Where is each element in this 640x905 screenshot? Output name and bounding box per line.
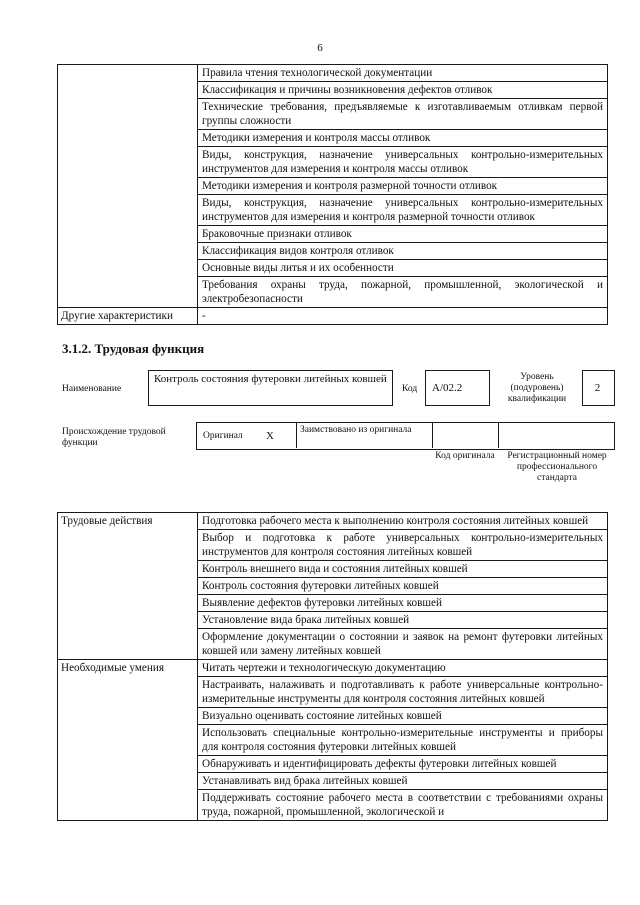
- actions-label: Трудовые действия: [58, 513, 198, 660]
- original-mark: X: [266, 430, 274, 442]
- table-cell: Основные виды литья и их особенности: [198, 260, 608, 277]
- borrowed-label: Заимствовано из оригинала: [300, 425, 412, 435]
- table-cell: Методики измерения и контроля массы отливок: [198, 130, 608, 147]
- empty-label-cell: [58, 65, 198, 308]
- name-value: Контроль состояния футеровки литейных ковшей: [154, 373, 387, 385]
- other-characteristics-label: Другие характеристики: [58, 308, 198, 325]
- table-cell: Выбор и подготовка к работе универсальных контрольно-измерительных инструментов для контроля состояния литейных ковшей: [198, 530, 608, 561]
- table-row: [58, 308, 608, 325]
- table-cell: Поддерживать состояние рабочего места в соответствии с требованиями охраны труда, пожарной, промышленной, экологической и: [198, 790, 608, 821]
- table-cell: Выявление дефектов футеровки литейных ковшей: [198, 595, 608, 612]
- knowledge-table: [57, 64, 608, 325]
- table-cell: Технические требования, предъявляемые к изготавливаемым отливкам первой группы сложности: [198, 99, 608, 130]
- table-cell: Методики измерения и контроля размерной точности отливок: [198, 178, 608, 195]
- table-cell: Читать чертежи и технологическую документацию: [198, 660, 608, 677]
- origin-divider: [498, 422, 499, 448]
- origin-divider: [296, 422, 297, 448]
- code-original-caption: Код оригинала: [435, 451, 495, 461]
- table-cell: Правила чтения технологической документации: [198, 65, 608, 82]
- table-cell: Классификация видов контроля отливок: [198, 243, 608, 260]
- skills-label: Необходимые умения: [58, 660, 198, 821]
- name-label: Наименование: [62, 384, 122, 394]
- table-cell: Установление вида брака литейных ковшей: [198, 612, 608, 629]
- table-cell: Виды, конструкция, назначение универсальных контрольно-измерительных инструментов для измерения и контроля размерной точности отливок: [198, 195, 608, 226]
- table-row: [58, 660, 608, 677]
- table-cell: Подготовка рабочего места к выполнению контроля состояния литейных ковшей: [198, 513, 608, 530]
- table-cell: Браковочные признаки отливок: [198, 226, 608, 243]
- table-cell: Контроль состояния футеровки литейных ковшей: [198, 578, 608, 595]
- table-cell: Требования охраны труда, пожарной, промышленной, экологической и электробезопасности: [198, 277, 608, 308]
- table-cell: Классификация и причины возникновения дефектов отливок: [198, 82, 608, 99]
- table-cell: Виды, конструкция, назначение универсальных контрольно-измерительных инструментов для измерения и контроля массы отливок: [198, 147, 608, 178]
- origin-label: Происхождение трудовой функции: [62, 427, 166, 448]
- level-label: Уровень (подуровень) квалификации: [507, 372, 567, 404]
- table-cell: Настраивать, налаживать и подготавливать к работе универсальные контрольно-измерительные инструменты для контроля состояния литейных ковшей: [198, 677, 608, 708]
- code-label: Код: [402, 384, 418, 394]
- table-cell: Визуально оценивать состояние литейных ковшей: [198, 708, 608, 725]
- table-cell: Устанавливать вид брака литейных ковшей: [198, 773, 608, 790]
- labor-function-table: [57, 512, 608, 821]
- section-title: 3.1.2. Трудовая функция: [62, 341, 205, 356]
- origin-divider: [432, 422, 433, 448]
- code-value: A/02.2: [432, 382, 463, 394]
- registration-caption: Регистрационный номер профессионального стандарта: [507, 451, 607, 483]
- original-label: Оригинал: [203, 431, 243, 441]
- other-characteristics-value: -: [198, 308, 608, 325]
- table-row: [58, 65, 608, 82]
- table-cell: Контроль внешнего вида и состояния литейных ковшей: [198, 561, 608, 578]
- table-cell: Оформление документации о состоянии и заявок на ремонт футеровки литейных ковшей или замену литейных ковшей: [198, 629, 608, 660]
- table-row: [58, 513, 608, 530]
- page-number: 6: [317, 42, 323, 54]
- table-cell: Обнаруживать и идентифицировать дефекты футеровки литейных ковшей: [198, 756, 608, 773]
- level-value: 2: [594, 382, 601, 394]
- table-cell: Использовать специальные контрольно-измерительные инструменты и приборы для контроля состояния футеровки литейных ковшей: [198, 725, 608, 756]
